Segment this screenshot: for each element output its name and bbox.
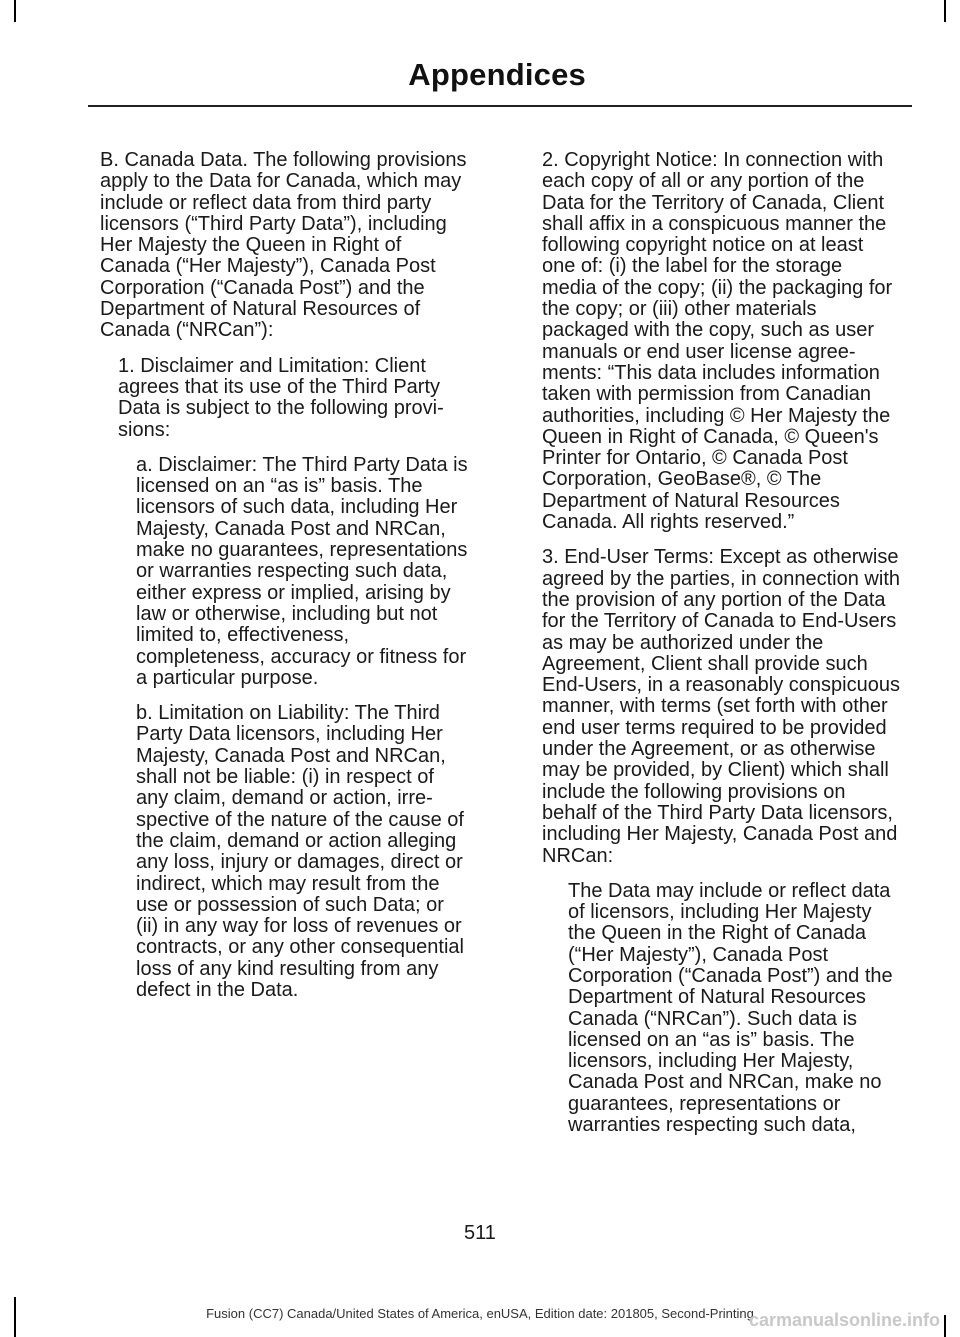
end-user-terms-quote: The Data may include or reflect data of licensors, including Her Majesty the Queen in the Right of Canada (“Her Majesty”), Canada Post Corporation (“Canada Post”) and the Department of Natural Resources Canada (“NRCan”). Such data is licensed on an “as is” basis. The licensors, including Her Majesty, Canada Post and NRCan, make no guarantees, representations or warranties respecting such data,	[568, 879, 893, 1137]
liability-subitem: b. Limitation on Liability: The Third Party Data licensors, including Her Majesty, Canada Post and NRCan, shall not be liable: (i) in respect of any claim, demand or action, irrespective of the nature of the cause of the claim, demand or action alleging any loss, injury or damages, direct or indirect, which may result from the use or possession of such Data; or (ii) in any way for loss of revenues or contracts, or any other consequential loss of any kind resulting from any defect in the Data.	[136, 702, 464, 1001]
page-number: 511	[464, 1222, 496, 1244]
edition-footer: Fusion (CC7) Canada/United States of America, enUSA, Edition date: 201805, Second-Printing	[206, 1306, 754, 1321]
end-user-terms-item: 3. End-User Terms: Except as otherwise agreed by the parties, in connection with the provision of any portion of the Data for the Territory of Canada to End-Users as may be authorized under the Agreement, Client shall provide such End-Users, in a reasonably conspicuous manner, with terms (set forth with other end user terms required to be provided under the Agreement, or as otherwise may be provided, by Client) which shall include the following provisions on behalf of the Third Party Data licensors, including Her Majesty, Canada Post and NRCan:	[542, 546, 900, 867]
copyright-notice-item: 2. Copyright Notice: In connection with each copy of all or any portion of the Data for the Territory of Canada, Client shall affix in a conspicuous manner the following copyright notice on at least one of: (i) the label for the storage media of the copy; (ii) the packaging for the copy; or (iii) other materials packaged with the copy, such as user manuals or end user license agreements: “This data includes information taken with permission from Canadian authorities, including © Her Majesty the Queen in Right of Canada, © Queen's Printer for Ontario, © Canada Post Corporation, GeoBase®, © The Department of Natural Resources Canada. All rights reserved.”	[542, 149, 893, 534]
header-divider	[88, 105, 912, 107]
canada-data-intro: B. Canada Data. The following provisions apply to the Data for Canada, which may include or reflect data from third party licensors (“Third Party Data”), including Her Majesty the Queen in Right of Canada (“Her Majesty”), Canada Post Corporation (“Canada Post”) and the Department of Natural Resources of Canada (“NRCan”):	[100, 149, 467, 342]
disclaimer-subitem: a. Disclaimer: The Third Party Data is licensed on an “as is” basis. The licensors of such data, including Her Majesty, Canada Post and NRCan, make no guarantees, representations or warranties respecting such data, either express or implied, arising by law or otherwise, including but not limited to, effectiveness, completeness, accuracy or fitness for a particular purpose.	[136, 453, 468, 689]
right-column	[542, 150, 902, 1150]
page-header-title: Appendices	[408, 57, 586, 92]
crop-mark-top-right	[944, 0, 946, 22]
watermark-text: carmanualsonline.info	[748, 1310, 940, 1330]
disclaimer-limitation-item: 1. Disclaimer and Limitation: Client agrees that its use of the Third Party Data is subject to the following provisions:	[118, 354, 444, 441]
crop-mark-top-left	[14, 0, 16, 22]
left-column	[100, 150, 468, 1015]
